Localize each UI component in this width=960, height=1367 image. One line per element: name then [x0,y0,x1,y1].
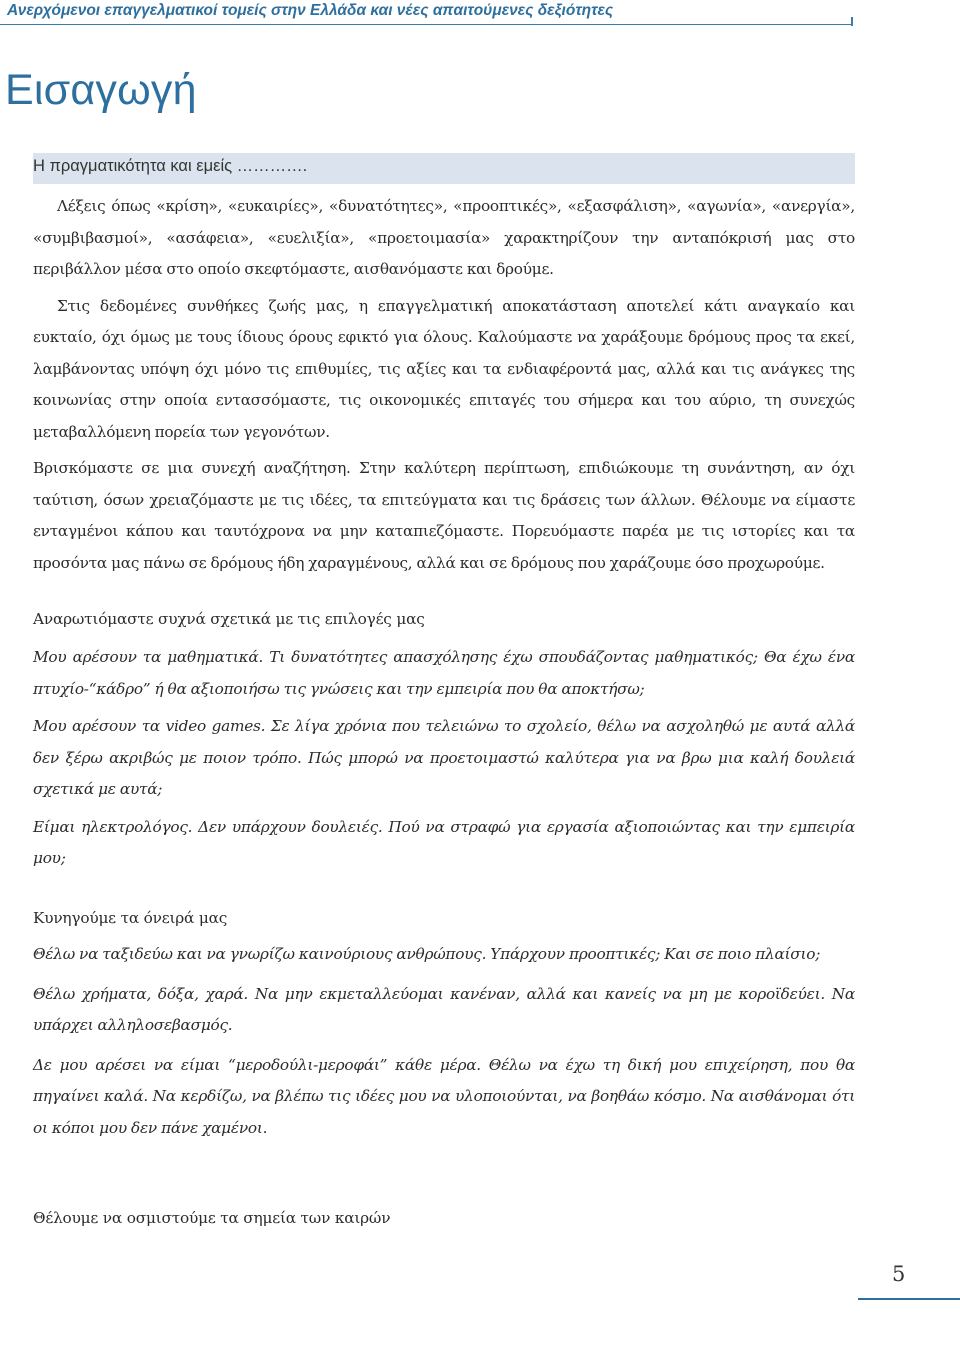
paragraph-search: Βρισκόμαστε σε μια συνεχή αναζήτηση. Στην καλύτερη περίπτωση, επιδιώκουμε τη συνάντηση, αν όχι ταύτιση, όσων χρειαζόμαστε με τις ιδέες, τα επιτεύγματα και τις δράσεις των άλλων. Θέλουμε να είμαστε ενταγμένοι κάπου και ταυτόχρονα να μην καταπιεζόμαστε. Πορευόμαστε παρέα με τις ιστορίες και τα προσόντα μας πάνω σε δρόμους ήδη χαραγμένους, αλλά και σε δρόμους που χαράζουμε όσο προχωρούμε. [33,459,855,572]
paragraph-keywords: Λέξεις όπως «κρίση», «ευκαιρίες», «δυνατότητες», «προοπτικές», «εξασφάλιση», «αγωνία», «ανεργία», «συμβιβασμοί», «ασάφεια», «ευελιξία», «προετοιμασία» χαρακτηρίζουν την ανταπόκρισή μας στο περιβάλλον μέσα στο οποίο σκεφτόμαστε, αισθανόμαστε και δρούμε. [33,197,855,278]
dreams-list [33,939,855,1144]
section-heading: Η πραγματικότητα και εμείς …………. [33,157,308,175]
running-header-title: Ανερχόμενοι επαγγελματικοί τομείς στην Ελλάδα και νέες απαιτούμενες δεξιότητες [7,2,614,19]
questions-list [33,642,855,875]
page-number: 5 [892,1262,906,1286]
paragraph-professional-settlement: Στις δεδομένες συνθήκες ζωής μας, η επαγγελματική αποκατάσταση αποτελεί κάτι αναγκαίο και ευκταίο, όχι όμως με τους ίδιους όρους εφικτό για όλους. Καλούμαστε να χαράξουμε δρόμους προς τα εκεί, λαμβάνοντας υπόψη όχι μόνο τις επιθυμίες, τις αξίες και τα ενδιαφέροντά μας, αλλά και τις ανάγκες της κοινωνίας στην οποία εντασσόμαστε, τις οικονομικές επιταγές του σήμερα και του αύριο, τη συνεχώς μεταβαλλόμενη πορεία των γεγονότων. [33,296,855,441]
section-heading-bar [33,153,855,184]
footer-rule [858,1298,960,1300]
intro-text [33,191,855,579]
header-rule-tick [851,17,853,26]
header-rule [0,24,852,25]
dream-item-travel: Θέλω να ταξιδεύω και να γνωρίζω καινούριους ανθρώπους. Υπάρχουν προοπτικές; Και σε ποιο πλαίσιο; [33,945,821,963]
chapter-title: Εισαγωγή [5,66,197,114]
question-item-math: Μου αρέσουν τα μαθηματικά. Τι δυνατότητες απασχόλησης έχω σπουδάζοντας μαθηματικός; Θα έχω ένα πτυχίο-“κάδρο” ή θα αξιοποιήσω τις γνώσεις και την εμπειρία που θα αποκτήσω; [33,648,855,698]
dreams-label: Κυνηγούμε τα όνειρά μας [33,909,228,927]
question-item-electrician: Είμαι ηλεκτρολόγος. Δεν υπάρχουν δουλειές. Πού να στραφώ για εργασία αξιοποιώντας και την εμπειρία μου; [33,817,855,867]
question-item-video-games: Μου αρέσουν τα video games. Σε λίγα χρόνια που τελειώνω το σχολείο, θέλω να ασχοληθώ με αυτά αλλά δεν ξέρω ακριβώς με ποιον τρόπο. Πώς μπορώ να προετοιμαστώ καλύτερα για να βρω μια καλή δουλειά σχετικά με αυτά; [33,717,855,798]
closing-label: Θέλουμε να οσμιστούμε τα σημεία των καιρών [33,1209,391,1227]
dream-item-business: Δε μου αρέσει να είμαι “μεροδούλι-μεροφάι” κάθε μέρα. Θέλω να έχω τη δική μου επιχείρηση, που θα πηγαίνει καλά. Να κερδίζω, να βλέπω τις ιδέες μου να υλοποιούνται, να βοηθάω κόσμο. Να αισθάνομαι ότι οι κόποι μου δεν πάνε χαμένοι. [33,1055,855,1137]
dream-item-money: Θέλω χρήματα, δόξα, χαρά. Να μην εκμεταλλεύομαι κανέναν, αλλά και κανείς να μη με κοροϊδεύει. Να υπάρχει αλληλοσεβασμός. [33,984,855,1034]
questions-label: Αναρωτιόμαστε συχνά σχετικά με τις επιλογές μας [33,610,425,628]
